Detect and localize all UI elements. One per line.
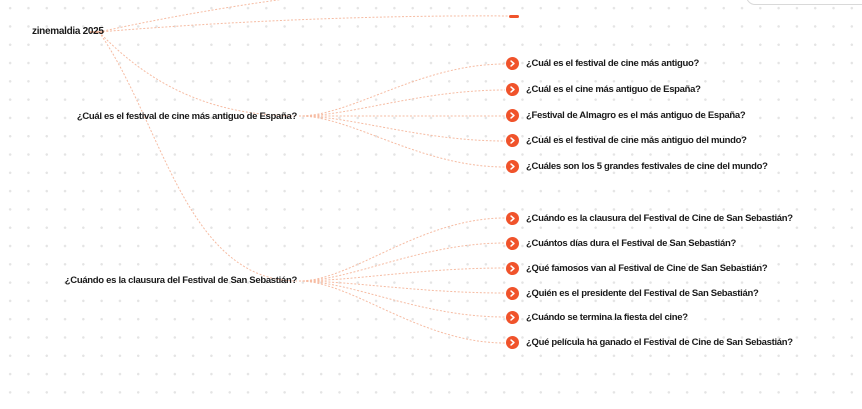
leaf-node[interactable] — [506, 212, 793, 225]
leaf-node-label: ¿Cuáles son los 5 grandes festivales de cine del mundo? — [526, 161, 768, 172]
toolbar-panel-partial — [746, 0, 862, 5]
edge — [299, 281, 505, 317]
chevron-right-icon[interactable] — [506, 109, 519, 122]
chevron-right-icon[interactable] — [506, 311, 519, 324]
leaf-node[interactable] — [506, 287, 758, 300]
leaf-node-label: ¿Qué famosos van al Festival de Cine de San Sebastián? — [526, 263, 768, 274]
leaf-node-label: ¿Cuándo es la clausura del Festival de Cine de San Sebastián? — [526, 213, 793, 224]
leaf-node-label: ¿Cuántos días dura el Festival de San Sebastián? — [526, 238, 736, 249]
edge — [299, 218, 505, 281]
edge — [299, 281, 505, 293]
edge — [299, 116, 505, 141]
leaf-node[interactable] — [506, 237, 736, 250]
branch-node-1[interactable]: ¿Cuál es el festival de cine más antiguo de España? — [76, 111, 297, 122]
edge — [299, 243, 505, 281]
leaf-node[interactable] — [506, 160, 768, 173]
edge — [299, 64, 505, 116]
chevron-right-icon[interactable] — [506, 262, 519, 275]
chevron-right-icon[interactable] — [506, 237, 519, 250]
leaf-node-label: ¿Qué película ha ganado el Festival de Cine de San Sebastián? — [526, 337, 793, 348]
leaf-node[interactable] — [506, 262, 767, 275]
edge — [299, 268, 505, 281]
leaf-node[interactable] — [506, 311, 688, 324]
leaf-node-label: ¿Quién es el presidente del Festival de San Sebastián? — [526, 288, 759, 299]
chevron-right-icon[interactable] — [506, 83, 519, 96]
leaf-node[interactable] — [506, 109, 745, 122]
chevron-right-icon[interactable] — [506, 336, 519, 349]
edge — [99, 16, 509, 32]
edge — [299, 116, 505, 167]
root-node[interactable]: zinemaldia 2025 — [32, 26, 104, 37]
chevron-right-icon[interactable] — [506, 134, 519, 147]
leaf-node-label: ¿Festival de Almagro es el más antiguo de España? — [526, 110, 746, 121]
leaf-node[interactable] — [506, 134, 747, 147]
edge — [99, 0, 390, 32]
edge — [299, 281, 505, 343]
leaf-node-label: ¿Cuál es el cine más antiguo de España? — [526, 84, 701, 95]
chevron-right-icon[interactable] — [506, 160, 519, 173]
leaf-node[interactable] — [506, 336, 793, 349]
collapsed-node-indicator[interactable] — [509, 15, 519, 18]
chevron-right-icon[interactable] — [506, 212, 519, 225]
edge — [99, 32, 297, 116]
branch-node-2[interactable]: ¿Cuándo es la clausura del Festival de San Sebastián? — [64, 275, 297, 286]
leaf-node[interactable] — [506, 57, 699, 70]
edge — [99, 32, 297, 281]
edge — [299, 90, 505, 116]
leaf-node[interactable] — [506, 83, 701, 96]
chevron-right-icon[interactable] — [506, 287, 519, 300]
leaf-node-label: ¿Cuándo se termina la fiesta del cine? — [526, 312, 688, 323]
leaf-node-label: ¿Cuál es el festival de cine más antiguo del mundo? — [526, 135, 747, 146]
leaf-node-label: ¿Cuál es el festival de cine más antiguo? — [526, 58, 700, 69]
chevron-right-icon[interactable] — [506, 57, 519, 70]
